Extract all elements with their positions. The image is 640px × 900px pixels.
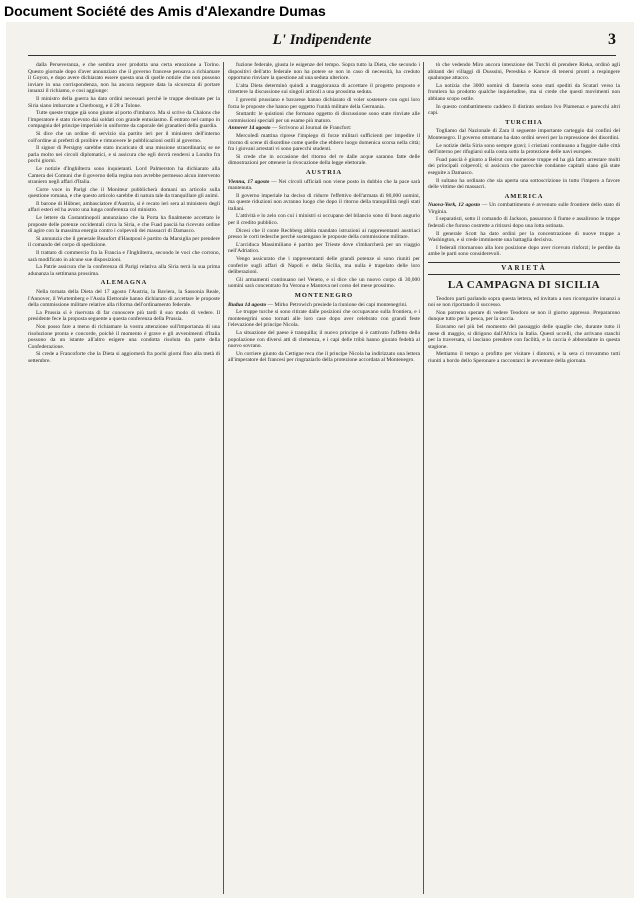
article-paragraph: La situazione del paese è tranquilla; il nuovo principe si è cattivato l'affetto della popolazione con diversi atti di clemenza, e i capi delle tribù hanno giurato fedeltà al nuovo sovrano. [228,329,420,350]
article-paragraph: Nella tornata della Dieta del 17 agosto l'Austria, la Baviera, la Sassonia Reale, l'Annover, il Wurtemberg e l'Assia Elettorale hanno dichiarato di accettare le proposte della commissione militare relative alla riforma dell'ordinamento federale. [28,289,220,309]
section-heading-austria: AUSTRIA [305,168,343,176]
article-paragraph: fuzione federale, giusta le esigenze del tempo. Sopra tutto la Dieta, che secondo i dispositivi dell'atto federale non ha potere se non in caso di necessità, ha creduto opportuno rinviare la questione ad una seduta ulteriore. [228,62,420,82]
article-paragraph: Si annunzia che il generale Beaufort d'Hautpoul è partito da Marsiglia per prendere il comando del corpo di spedizione. [28,235,220,249]
masthead [28,32,616,52]
dateline [428,202,620,215]
article-paragraph: Il trattato di commercio fra la Francia e l'Inghilterra, secondo le voci che corrono, sarà modificato in alcune sue disposizioni. [28,250,220,263]
article-paragraph: Dicesi che il conte Rechberg abbia mandato istruzioni ai rappresentanti austriaci presso le corti tedesche perchè sostengano le proposte della commissione militare. [228,227,420,241]
article-paragraph: Il ministro della guerra ha dato ordini necessari perchè le truppe destinate per la Siria siano imbarcate a Cherbourg, e il 28 a Tolone. [28,95,220,109]
article-paragraph: In questo combattimento caddero il distinto serdaro Ivo Plamenaz e parecchi altri capi. [428,103,620,117]
dateline-place: Annover 14 agosto [228,125,271,132]
feuilleton-heading-box [428,262,620,275]
feuilleton-title: LA CAMPAGNA DI SICILIA [447,278,601,291]
dateline [228,125,420,132]
document-header-bar [0,0,640,22]
section-heading-varieta: VARIETÀ [501,264,547,273]
dateline-place: Nuova-York, 12 agosto [428,202,481,209]
article-paragraph: L'arciduca Massimiliano è partito per Trieste dove s'imbarcherà per un viaggio nell'Adriatico. [228,241,420,255]
section-heading-america: AMERICA [504,192,544,200]
dateline-text: — Nei circoli ufficiali non viene posto in dubbio che la pace sarà mantenuta. [228,178,420,192]
page-number: 3 [608,31,616,48]
article-paragraph: tò che vedendo Miro ancora intenzione dei Turchi di prendere Rieka, ordinò agli abitanti dei villaggi di Dusssini, Pereshka e Karuce di tenersi pronti a respingere qualunque attacco. [428,62,620,82]
article-paragraph: Il barone di Hübner, ambasciatore d'Austria, si è recato ieri sera al ministero degli affari esteri ed ha avuto una lunga conferenza col ministro. [28,200,220,214]
section-heading-turchia: TURCHIA [505,118,543,126]
article-paragraph: Le lettere da Costantinopoli annunziano che la Porta ha finalmente accettato le proposte delle potenze occidentali circa la Siria, e che Fuad pascià ha ricevuto ordine di agire con la massima energia contro i colpevoli dei massacri di Damasco. [28,215,220,235]
column-separator [223,62,224,894]
article-paragraph: dalla Perseveranza, e che sembra aver prodotta una certa emozione a Torino. Questo giornale dopo d'aver annunziato che il governo francese pensava a richiamare il Goyon, e dopo avere dichiarato essere questa una di quelle notizie che non possono inviare in una corrispondenza, non ha ancora neppure data la sicurezza di portare innanzi il richiamo, e cosi aggiunge: [28,62,220,95]
article-paragraph: Mercoledì mattina riprese l'impiego di forze militari sufficienti per impedire il ritorno di scene di disordine come quelle che ebbero luogo domenica scorsa nella città; fra i giovani arrestati vi sono parecchi studenti. [228,132,420,153]
dateline-place: Vienna, 17 agosto [228,178,270,185]
article-paragraph: La Prussia si è riservata di far conoscere più tardi il suo modo di vedere. Il presidente fece la proposta seguente a questa conferenza della Prussia. [28,309,220,323]
article-paragraph: Le truppe turche si sono ritirate dalle posizioni che occupavano sulla frontiera, e i montenegrini sono tornati alle loro case dopo aver celebrato con grandi feste l'elevazione del principe Nicola. [228,309,420,329]
article-paragraph: I governi prussiano e bavarese hanno dichiarato di voler sostenere con ogni loro forza le proposte che hanno per oggetto l'unità militare della Germania. [228,96,420,110]
article-paragraph: Non posso fare a meno di richiamare la vostra attenzione sull'importanza di una risoluzione pronta e concorde, poichè il momento è grave e gli avvenimenti d'Italia possono da un istante all'altro esigere una condotta risoluta da parte della Confederazione. [28,323,220,350]
article-paragraph: I separatisti, sotto il comando di Jackson, passarono il fiume e assalirono le truppe federali che furono costrette a ritirarsi dopo una lotta ostinata. [428,216,620,230]
dateline [228,179,420,192]
document-header: Document Société des Amis d'Alexandre Dumas [4,3,326,19]
article-paragraph: Mettiamo il tempo a profitto per visitare i dintorni, e la sera ci trovammo tutti riuniti a bordo dello Speronare a raccontarci le avventure della giornata. [428,351,620,364]
column-2 [228,62,420,894]
article-paragraph: Vengo assicurato che i rappresentanti delle grandi potenze si sono riuniti per conferire sugli affari di Napoli e della Sicilia, ma nulla è trapelato delle loro deliberazioni. [228,256,420,276]
column-3 [428,62,620,894]
article-paragraph: I federali ritornarono alla loro posizione dopo aver ricevuto rinforzi; le perdite da ambe le parti sono considerevoli. [428,244,620,258]
column-1 [28,62,220,894]
article-paragraph: Il governo imperiale ha deciso di ridurre l'effettivo dell'armata di 80,000 uomini, ma queste riduzioni non avranno luogo che dopo il ritorno della tranquillità negli stati italiani. [228,192,420,212]
article-paragraph: La notizia che 3000 uomini di fanteria sono stati spediti da Scutari verso la frontiera ha prodotto qualche inquietudine, ma si crede che questi movimenti non abbiano scopo ostile. [428,82,620,102]
article-paragraph: Si crede a Francoforte che la Dieta si aggiornerà fra pochi giorni fino alla metà di settembre. [28,351,220,364]
article-paragraph: Il sultano ha ordinato che sia aperta una sottoscrizione in tutto l'impero a favore delle vittime dei massacri. [428,177,620,191]
newspaper-page [6,22,634,898]
article-paragraph: Il signor di Persigny sarebbe stato incaricato di una missione straordinaria; se ne parla molto nei circoli diplomatici, e si assicura che egli dovrà rendersi a Londra fra pochi giorni. [28,145,220,165]
article-paragraph: Il generale Scott ha dato ordini per la concentrazione di nuove truppe a Washington, e si crede imminente una battaglia decisiva. [428,230,620,244]
dateline-place: Budua 14 agosto [228,301,267,308]
section-heading-montenegro: MONTENEGRO [294,292,354,299]
article-paragraph: Eravamo nel più bel momento del passaggio delle quaglie che, durante tutto il mese di maggio, si dirigono dall'Africa in Italia. Questi uccelli, che arrivano stanchi per la traversata, si lasciano prendere con facilità, e la caccia è abbondante in questa stagione. [428,324,620,350]
article-paragraph: Le notizie della Siria sono sempre gravi; i cristiani continuano a fuggire dalle città dell'interno per rifugiarsi sulla costa sotto la protezione delle navi europee. [428,142,620,156]
article-paragraph: Stuttardt: le quistioni che formano oggetto di discussione sono state rinviate alle commissioni speciali per un esame più maturo. [228,111,420,124]
article-paragraph: Corre voce in Parigi che il Moniteur pubblicherà domani un articolo sulla questione romana, e che questo articolo sarebbe di natura tale da tranquillare gli animi. [28,186,220,200]
dateline [228,302,420,309]
dateline-text: — Scrivono al Journal de Francfort: [271,125,352,132]
article-paragraph: Gli armamenti continuano nel Veneto, e si dice che un nuovo corpo di 30,000 uomini sarà concentrato fra Verona e Mantova nel corso del mese prossimo. [228,276,420,290]
article-paragraph: Togliamo dal Nazionale di Zara il seguente importante carteggio dai confini del Montenegro. Il governo ottomano ha dato ordini severi per la repressione dei disordini. [428,128,620,141]
article-paragraph: Fuad pascià è giunto a Beirut con numerose truppe ed ha già fatto arrestare molti dei principali colpevoli; si assicura che parecchie condanne capitali siano già state eseguite a Damasco. [428,156,620,176]
section-heading-alemagna: ALEMAGNA [100,279,148,287]
article-paragraph: Si crede che in occasione del ritorno del re dalle acque saranno fatte delle dimostrazioni per ottenere la rivocazione della legge elettorale. [228,153,420,167]
article-paragraph: Tutte queste truppe già sono giunte al porto d'imbarco. Ma si scrive da Chalons che l'imperatore è stato ricevuto dai soldati con grande entusiasmo. È entrato nel campo in compagnia del principe imperiale in uniforme da caporale dei granatieri della guardia. [28,110,220,130]
column-separator [423,62,424,894]
article-paragraph: Si dice che un ordine di servizio sia partito ieri per il ministero dell'interno coll'ordine ai prefetti di proibire e rimuovere le pubblicazioni ostili al governo. [28,130,220,144]
article-paragraph: Teodoro parti parlando sopra questa lettera, ed invitato a non ricomparire innanzi a noi se non riportando il successo. [428,295,620,309]
article-paragraph: L'attività e lo zelo con cui i ministri si occupano del bilancio sono di buon augurio per il credito pubblico. [228,213,420,227]
dateline-text: — Mirko Petrowich presiede la riunione dei capi montenegrini. [267,301,408,308]
newspaper-title: L' Indipendente [272,32,372,48]
article-paragraph: L'alta Dieta determinò quindi a maggioranza di accettare il progetto proposto e rimettere la discussione sui singoli articoli a una prossima seduta. [228,82,420,96]
article-paragraph: Un corriere giunto da Cettigne reca che il principe Nicola ha indirizzato una lettera all'imperatore dei francesi per ringraziarlo della protezione accordata al Montenegro. [228,350,420,364]
masthead-rule [28,55,616,56]
dateline-text: — Un combattimento è avvenuto sulle frontiere dello stato di Virginia. [428,202,620,215]
article-paragraph: La Patrie assicura che la conferenza di Parigi relativa alla Siria terrà la sua prima adunanza la settimana prossima. [28,264,220,277]
article-paragraph: Non potremo sperare di vedere Teodoro se non il giorno appresso. Prepararono dunque tutto per la pesca, per la caccia. [428,309,620,323]
article-paragraph: Le notizie d'Inghilterra sono inquietanti. Lord Palmerston ha dichiarato alla Camera dei Comuni che il governo della regina non avrebbe permesso alcun intervento straniero negli affari d'Italia. [28,165,220,186]
